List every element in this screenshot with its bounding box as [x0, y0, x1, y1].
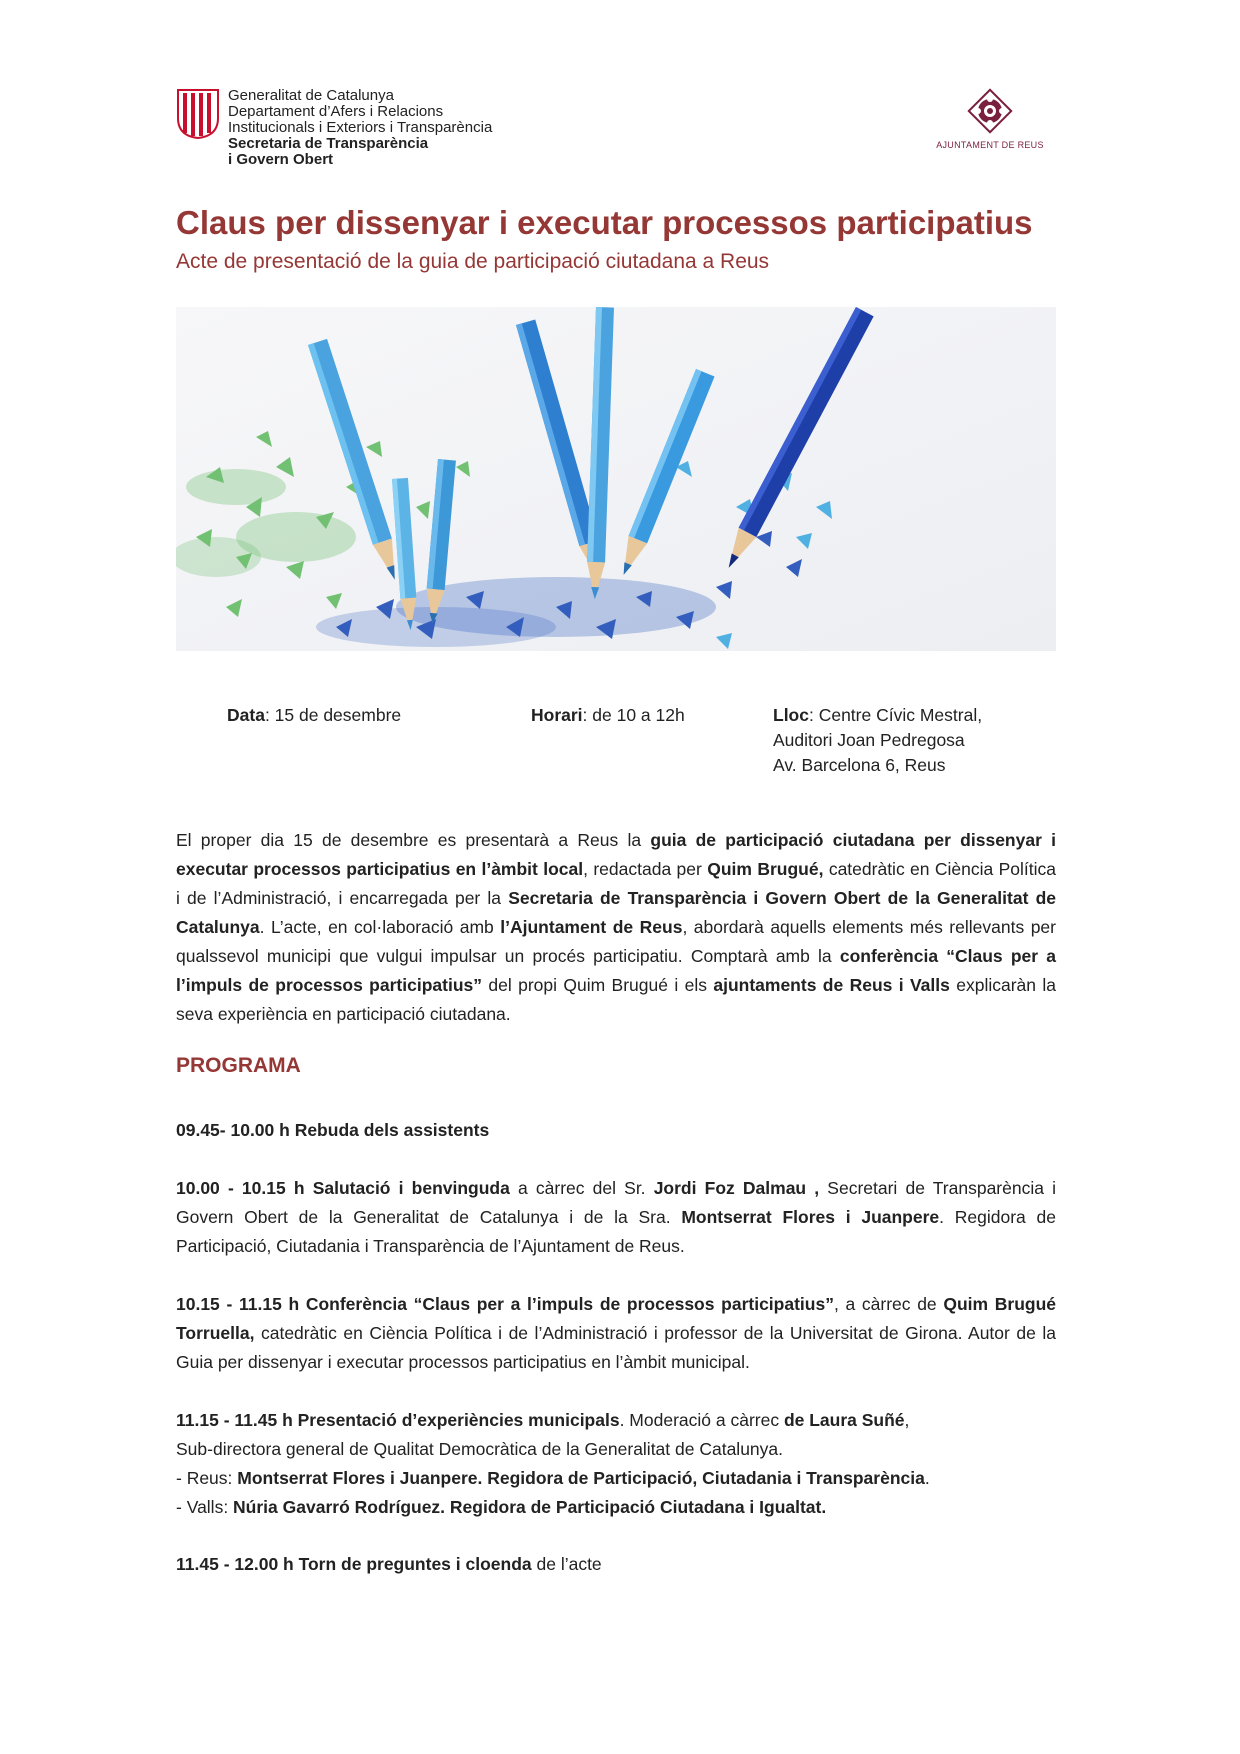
event-time	[531, 703, 685, 728]
intro-text: , abordarà aquells elements més rellevants per qualssevol municipi que vulgui impulsar un procés participatiu. Comptarà amb la	[176, 917, 1056, 966]
date-value: : 15 de desembre	[264, 705, 402, 725]
programa-text: . Moderació a càrrec	[619, 1410, 784, 1430]
programa-bold: 11.45 - 12.00 h Torn de preguntes i cloenda	[176, 1554, 532, 1574]
programa-item-2	[176, 1174, 1056, 1261]
intro-paragraph	[176, 826, 1056, 1029]
generalitat-line-3: Institucionals i Exteriors i Transparència	[228, 119, 493, 136]
generalitat-emblem-icon	[176, 88, 220, 140]
programa-bold: 11.15 - 11.45 h Presentació d’experiències municipals	[176, 1410, 620, 1430]
intro-text: del propi Quim Brugué i els	[482, 975, 714, 995]
programa-text: - Reus:	[176, 1468, 238, 1488]
intro-text: . L’acte, en col·laboració amb	[259, 917, 501, 937]
programa-text: - Valls:	[176, 1497, 234, 1517]
intro-bold: conferència “Claus per a l’impuls de processos participatius”	[176, 946, 1056, 995]
intro-text: explicaràn la seva experiència en participació ciutadana.	[176, 975, 1056, 1024]
programa-bold: de Laura Suñé	[783, 1410, 905, 1430]
time-value: : de 10 a 12h	[582, 705, 685, 725]
programa-text: de l’acte	[531, 1554, 602, 1574]
intro-bold: Quim Brugué,	[707, 859, 824, 879]
programa-text: . Regidora de Participació, Ciutadania i Transparència de l’Ajuntament de Reus.	[176, 1207, 1056, 1256]
programa-text: Sub-directora general de Qualitat Democràtica de la Generalitat de Catalunya.	[176, 1439, 784, 1459]
place-value: : Centre Cívic Mestral,	[808, 705, 983, 725]
programa-bold: 10.15 - 11.15 h Conferència “Claus per a l’impuls de processos participatius”	[176, 1294, 834, 1314]
reus-rose-emblem-icon	[965, 86, 1015, 136]
programa-item-3	[176, 1290, 1056, 1377]
programa-bold: Montserrat Flores i Juanpere. Regidora de Participació, Ciutadania i Transparència	[237, 1468, 925, 1488]
place-line-2: Auditori Joan Pedregosa	[773, 730, 965, 750]
generalitat-line-5: i Govern Obert	[228, 151, 334, 168]
programa-text: ,	[904, 1410, 910, 1430]
time-label: Horari	[531, 705, 583, 725]
reus-name: AJUNTAMENT DE REUS	[936, 140, 1044, 150]
programa-text: a càrrec del Sr.	[509, 1178, 654, 1198]
programa-item-1	[176, 1116, 1056, 1145]
programa-text: , a càrrec de	[833, 1294, 944, 1314]
place-label: Lloc	[773, 705, 809, 725]
programa-text: .	[924, 1468, 930, 1488]
intro-bold: Secretaria de Transparència i Govern Obert de la Generalitat de Catalunya	[176, 888, 1056, 937]
intro-text: El proper dia 15 de desembre es presentarà a Reus la	[176, 830, 651, 850]
programa-bold: 10.00 - 10.15 h Salutació i benvinguda	[176, 1178, 510, 1198]
hero-pencils-image	[176, 307, 1056, 651]
intro-text: , redactada per	[583, 859, 708, 879]
intro-bold: guia de participació ciutadana per dissenyar i executar processos participatius en l’àmbit local	[176, 830, 1056, 879]
programa-bold: 09.45- 10.00 h Rebuda dels assistents	[176, 1120, 490, 1140]
reus-logo	[930, 86, 1050, 150]
programa-bold: Quim Brugué Torruella,	[176, 1294, 1056, 1343]
generalitat-line-1: Generalitat de Catalunya	[228, 87, 394, 104]
programa-bold: Jordi Foz Dalmau ,	[653, 1178, 820, 1198]
intro-bold: l’Ajuntament de Reus	[500, 917, 683, 937]
place-line-3: Av. Barcelona 6, Reus	[773, 755, 946, 775]
event-date	[227, 703, 401, 728]
page-subtitle: Acte de presentació de la guia de participació ciutadana a Reus	[176, 250, 770, 273]
generalitat-line-4: Secretaria de Transparència	[228, 135, 429, 152]
programa-heading: PROGRAMA	[176, 1054, 301, 1077]
programa-text: catedràtic en Ciència Política i de l’Administració i professor de la Universitat de Girona. Autor de la Guia per dissenyar i executar processos participatius en l’àmbit municipal.	[176, 1323, 1056, 1372]
generalitat-logo	[176, 88, 492, 168]
programa-bold: Montserrat Flores i Juanpere	[681, 1207, 940, 1227]
intro-bold: ajuntaments de Reus i Valls	[713, 975, 950, 995]
programa-item-4	[176, 1406, 1056, 1522]
page-title: Claus per dissenyar i executar processos participatius	[176, 204, 1033, 241]
event-place	[773, 703, 982, 778]
programa-bold: Núria Gavarró Rodríguez. Regidora de Participació Ciutadana i Igualtat.	[233, 1497, 827, 1517]
programa-item-5	[176, 1550, 1056, 1579]
intro-text: catedràtic en Ciència Política i de l’Administració, i encarregada per la	[176, 859, 1057, 908]
generalitat-line-2: Departament d’Afers i Relacions	[228, 103, 444, 120]
date-label: Data	[227, 705, 265, 725]
programa-text: Secretari de Transparència i Govern Obert de la Generalitat de Catalunya i de la Sra.	[176, 1178, 1057, 1227]
